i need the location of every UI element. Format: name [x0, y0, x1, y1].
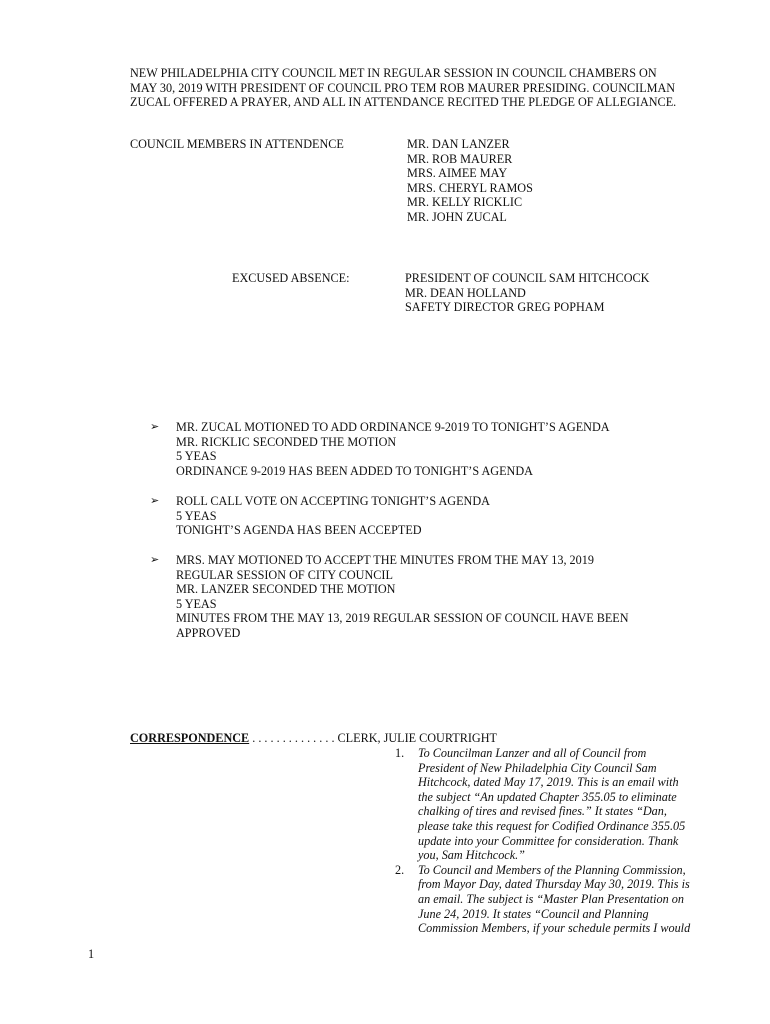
excused-name: SAFETY DIRECTOR GREG POPHAM — [405, 300, 605, 315]
member-name: MRS. CHERYL RAMOS — [407, 180, 533, 195]
item-line: Hitchcock, dated May 17, 2019. This is an email with — [418, 775, 679, 790]
item-line: update into your Committee for consideration. Thank — [418, 833, 679, 848]
motion-line: 5 YEAS — [176, 596, 217, 611]
arrow-bullet-icon: ➢ — [150, 494, 160, 507]
item-line: you, Sam Hitchcock.” — [418, 848, 525, 863]
motion-line: REGULAR SESSION OF CITY COUNCIL — [176, 567, 393, 582]
motion-line: MR. RICKLIC SECONDED THE MOTION — [176, 434, 397, 449]
item-line: Commission Members, if your schedule permits I would — [418, 921, 691, 936]
item-line: chalking of tires and revised fines.” It states “Dan, — [418, 804, 667, 819]
intro-line: NEW PHILADELPHIA CITY COUNCIL MET IN REGULAR SESSION IN COUNCIL CHAMBERS ON — [130, 66, 657, 80]
correspondence-header — [130, 731, 497, 746]
item-line: please take this request for Codified Ordinance 355.05 — [418, 818, 686, 833]
member-name: MR. JOHN ZUCAL — [407, 209, 507, 224]
member-name: MR. DAN LANZER — [407, 137, 510, 151]
item-line: the subject “An updated Chapter 355.05 to eliminate — [418, 789, 677, 804]
page-number: 1 — [88, 947, 95, 961]
motion-text — [176, 553, 629, 641]
intro-line: ZUCAL OFFERED A PRAYER, AND ALL IN ATTENDANCE RECITED THE PLEDGE OF ALLEGIANCE. — [130, 95, 677, 110]
correspondence-item — [380, 863, 710, 936]
correspondence-list — [380, 746, 710, 936]
item-number: 1. — [395, 746, 405, 760]
excused-name: PRESIDENT OF COUNCIL SAM HITCHCOCK — [405, 271, 650, 285]
intro-line: MAY 30, 2019 WITH PRESIDENT OF COUNCIL PRO TEM ROB MAURER PRESIDING. COUNCILMAN — [130, 80, 676, 95]
item-number: 2. — [395, 862, 405, 877]
item-line: an email. The subject is “Master Plan Presentation on — [418, 891, 684, 906]
motion-text — [176, 494, 490, 538]
clerk-name: CLERK, JULIE COURTRIGHT — [337, 731, 497, 745]
intro-paragraph — [130, 66, 720, 110]
member-name: MR. ROB MAURER — [407, 151, 513, 166]
item-line: from Mayor Day, dated Thursday May 30, 2019. This is — [418, 877, 690, 892]
attendance-label: COUNCIL MEMBERS IN ATTENDENCE — [130, 137, 344, 151]
dot-leader: . . . . . . . . . . . . . . — [249, 731, 338, 745]
correspondence-heading: CORRESPONDENCE — [130, 731, 250, 745]
item-line: President of New Philadelphia City Council Sam — [418, 760, 657, 775]
item-line: June 24, 2019. It states “Council and Planning — [418, 906, 649, 921]
motion-line: ORDINANCE 9-2019 HAS BEEN ADDED TO TONIGHT’S AGENDA — [176, 463, 533, 478]
motion-line: APPROVED — [176, 625, 241, 640]
excused-name: MR. DEAN HOLLAND — [405, 285, 526, 300]
motion-line: MINUTES FROM THE MAY 13, 2019 REGULAR SESSION OF COUNCIL HAVE BEEN — [176, 611, 629, 626]
excused-list — [405, 271, 649, 315]
item-body — [418, 746, 710, 863]
motion-line: MRS. MAY MOTIONED TO ACCEPT THE MINUTES FROM THE MAY 13, 2019 — [176, 553, 594, 567]
member-name: MRS. AIMEE MAY — [407, 166, 508, 181]
item-line: To Council and Members of the Planning Commission, — [418, 862, 686, 877]
motion-line: TONIGHT’S AGENDA HAS BEEN ACCEPTED — [176, 523, 422, 538]
motion-line: 5 YEAS — [176, 508, 217, 523]
arrow-bullet-icon: ➢ — [150, 553, 160, 566]
motion-line: ROLL CALL VOTE ON ACCEPTING TONIGHT’S AGENDA — [176, 494, 490, 508]
motion-line: MR. ZUCAL MOTIONED TO ADD ORDINANCE 9-2019 TO TONIGHT’S AGENDA — [176, 420, 610, 434]
item-line: To Councilman Lanzer and all of Council from — [418, 746, 647, 760]
attendance-list — [407, 137, 533, 225]
excused-label: EXCUSED ABSENCE: — [232, 271, 350, 285]
member-name: MR. KELLY RICKLIC — [407, 195, 523, 210]
arrow-bullet-icon: ➢ — [150, 420, 160, 433]
motion-line: 5 YEAS — [176, 449, 217, 464]
motion-text — [176, 420, 610, 478]
motion-line: MR. LANZER SECONDED THE MOTION — [176, 582, 396, 597]
correspondence-item — [380, 746, 710, 863]
item-body — [418, 863, 710, 936]
